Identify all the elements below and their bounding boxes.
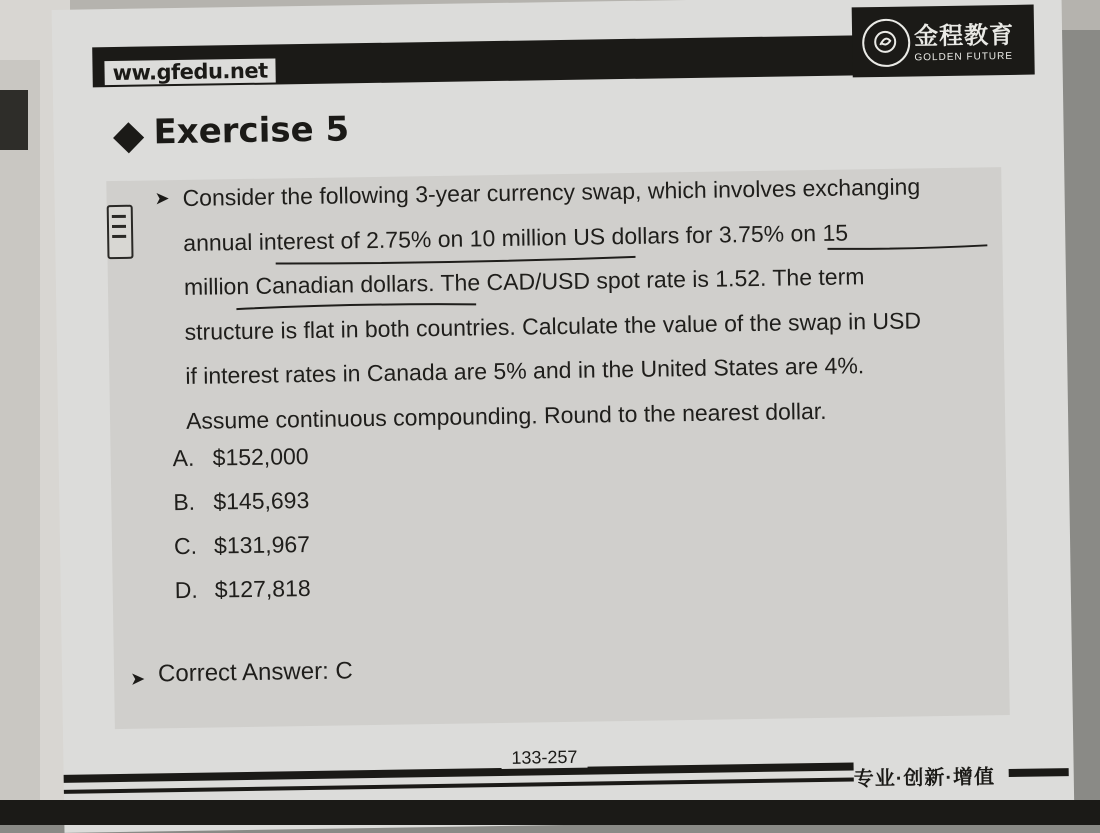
question-line: Assume continuous compounding. Round to the nearest dollar. xyxy=(185,397,827,434)
logo-english-name: GOLDEN FUTURE xyxy=(914,50,1014,64)
diamond-bullet-icon xyxy=(113,122,144,153)
correct-answer: Correct Answer: C xyxy=(157,657,353,688)
question-line: million Canadian dollars. The CAD/USD spot rate is 1.52. The term xyxy=(183,263,865,300)
spine-tab xyxy=(0,90,28,150)
arrow-bullet-icon: ➤ xyxy=(129,668,146,689)
option-c xyxy=(174,522,311,568)
page-number: 133-257 xyxy=(501,747,587,769)
logo-chinese-name: 金程教育 xyxy=(913,21,1015,51)
answer-options xyxy=(172,434,311,612)
option-letter: B. xyxy=(173,488,196,516)
seal-icon xyxy=(862,19,911,68)
background-bottom xyxy=(0,800,1100,825)
company-logo xyxy=(852,5,1035,78)
notebook-icon xyxy=(107,205,134,259)
option-b xyxy=(173,478,310,524)
exercise-title: Exercise 5 xyxy=(153,109,350,153)
option-value: $127,818 xyxy=(214,574,311,603)
footer-rule xyxy=(1009,768,1069,777)
option-value: $152,000 xyxy=(212,443,309,471)
arrow-bullet-icon: ➤ xyxy=(154,188,170,209)
question-line: annual interest of 2.75% on 10 million US dollars for 3.75% on 15 xyxy=(183,219,849,256)
printed-page xyxy=(52,0,1075,833)
question-line: if interest rates in Canada are 5% and in the United States are 4%. xyxy=(185,352,865,389)
site-url: ww.gfedu.net xyxy=(104,58,275,85)
question-line: Consider the following 3-year currency swap, which involves exchanging xyxy=(182,173,921,211)
question-line: structure is flat in both countries. Calculate the value of the swap in USD xyxy=(184,306,922,345)
option-value: $145,693 xyxy=(213,486,310,515)
option-letter: C. xyxy=(173,532,198,560)
book-spine xyxy=(0,60,40,825)
footer-slogan: 专业·创新·增值 xyxy=(853,766,996,791)
option-a xyxy=(172,434,309,480)
option-d xyxy=(174,566,311,612)
option-letter: A. xyxy=(172,444,195,472)
option-letter: D. xyxy=(174,576,198,604)
option-value: $131,967 xyxy=(213,530,311,559)
